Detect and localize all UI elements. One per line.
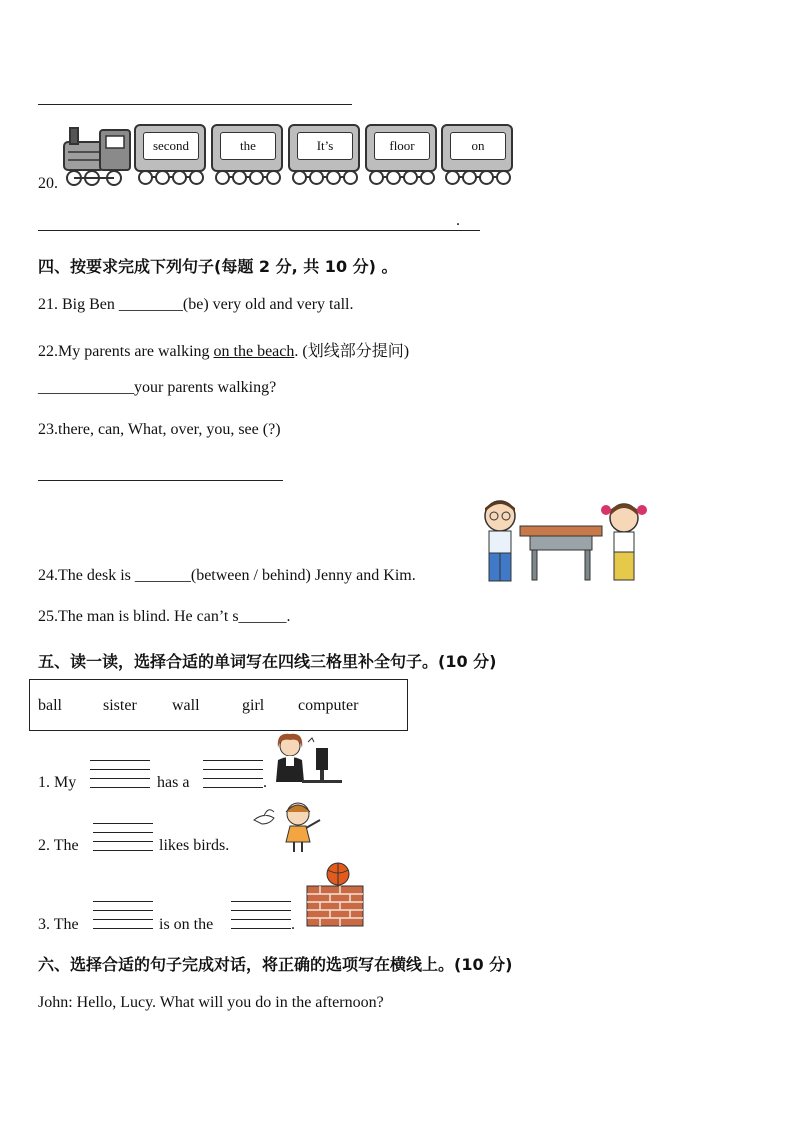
dialogue-line-1: John: Hello, Lucy. What will you do in the afternoon?	[38, 994, 384, 1011]
word-card[interactable]: It’s	[297, 132, 353, 160]
question-22: 22.My parents are walking on the beach. (划线部分提问)	[38, 343, 410, 360]
sentence-1-middle: has a	[157, 774, 190, 791]
train-car-1	[134, 124, 206, 172]
word-card[interactable]: second	[143, 132, 199, 160]
answer-line-q23[interactable]	[38, 480, 283, 481]
question-25: 25.The man is blind. He can’t s______.	[38, 608, 291, 625]
four-line-grid[interactable]	[231, 901, 291, 929]
four-line-grid[interactable]	[203, 760, 263, 788]
sentence-1-end: .	[263, 774, 267, 791]
question-23: 23.there, can, What, over, you, see (?)	[38, 421, 281, 438]
four-line-grid[interactable]	[93, 823, 153, 851]
train-car-4	[365, 124, 437, 172]
four-line-grid[interactable]	[93, 901, 153, 929]
train-car-3	[288, 124, 360, 172]
sentence-2-start: 2. The	[38, 837, 79, 854]
sentence-3-start: 3. The	[38, 916, 79, 933]
word-card[interactable]: on	[450, 132, 506, 160]
sentence-1-start: 1. My	[38, 774, 77, 791]
question-21: 21. Big Ben ________(be) very old and very tall.	[38, 296, 354, 313]
sentence-3-middle: is on the	[159, 916, 214, 933]
train-car-5	[441, 124, 513, 172]
question-20-number: 20.	[38, 175, 58, 192]
section-5-heading: 五、读一读，选择合适的单词写在四线三格里补全句子。(10 分)	[38, 652, 497, 671]
ball-on-wall-icon	[306, 862, 364, 928]
word-bank-item: computer	[298, 697, 359, 714]
word-card[interactable]: the	[220, 132, 276, 160]
section-4-heading: 四、按要求完成下列句子(每题 2 分, 共 10 分) 。	[38, 257, 398, 276]
underlined-phrase: on the beach	[213, 343, 295, 360]
answer-line-q20[interactable]	[38, 230, 480, 231]
sentence-2-end: likes birds.	[159, 837, 230, 854]
locomotive-icon	[60, 124, 136, 188]
section-6-heading: 六、选择合适的句子完成对话，将正确的选项写在横线上。(10 分)	[38, 955, 513, 974]
q20-period: .	[456, 212, 460, 229]
word-bank-item: ball	[38, 697, 62, 714]
girl-bird-icon	[250, 800, 324, 854]
word-card[interactable]: floor	[374, 132, 430, 160]
word-bank-item: wall	[172, 697, 200, 714]
computer-girl-icon	[272, 732, 344, 790]
question-22-answer: ____________your parents walking?	[38, 379, 277, 396]
word-bank-item: sister	[103, 697, 137, 714]
answer-line-top[interactable]	[38, 104, 352, 105]
train-car-2	[211, 124, 283, 172]
question-24: 24.The desk is _______(between / behind) Jenny and Kim.	[38, 567, 416, 584]
four-line-grid[interactable]	[90, 760, 150, 788]
jenny-kim-desk-illustration	[474, 496, 654, 586]
sentence-3-end: .	[291, 916, 295, 933]
word-bank-item: girl	[242, 697, 265, 714]
